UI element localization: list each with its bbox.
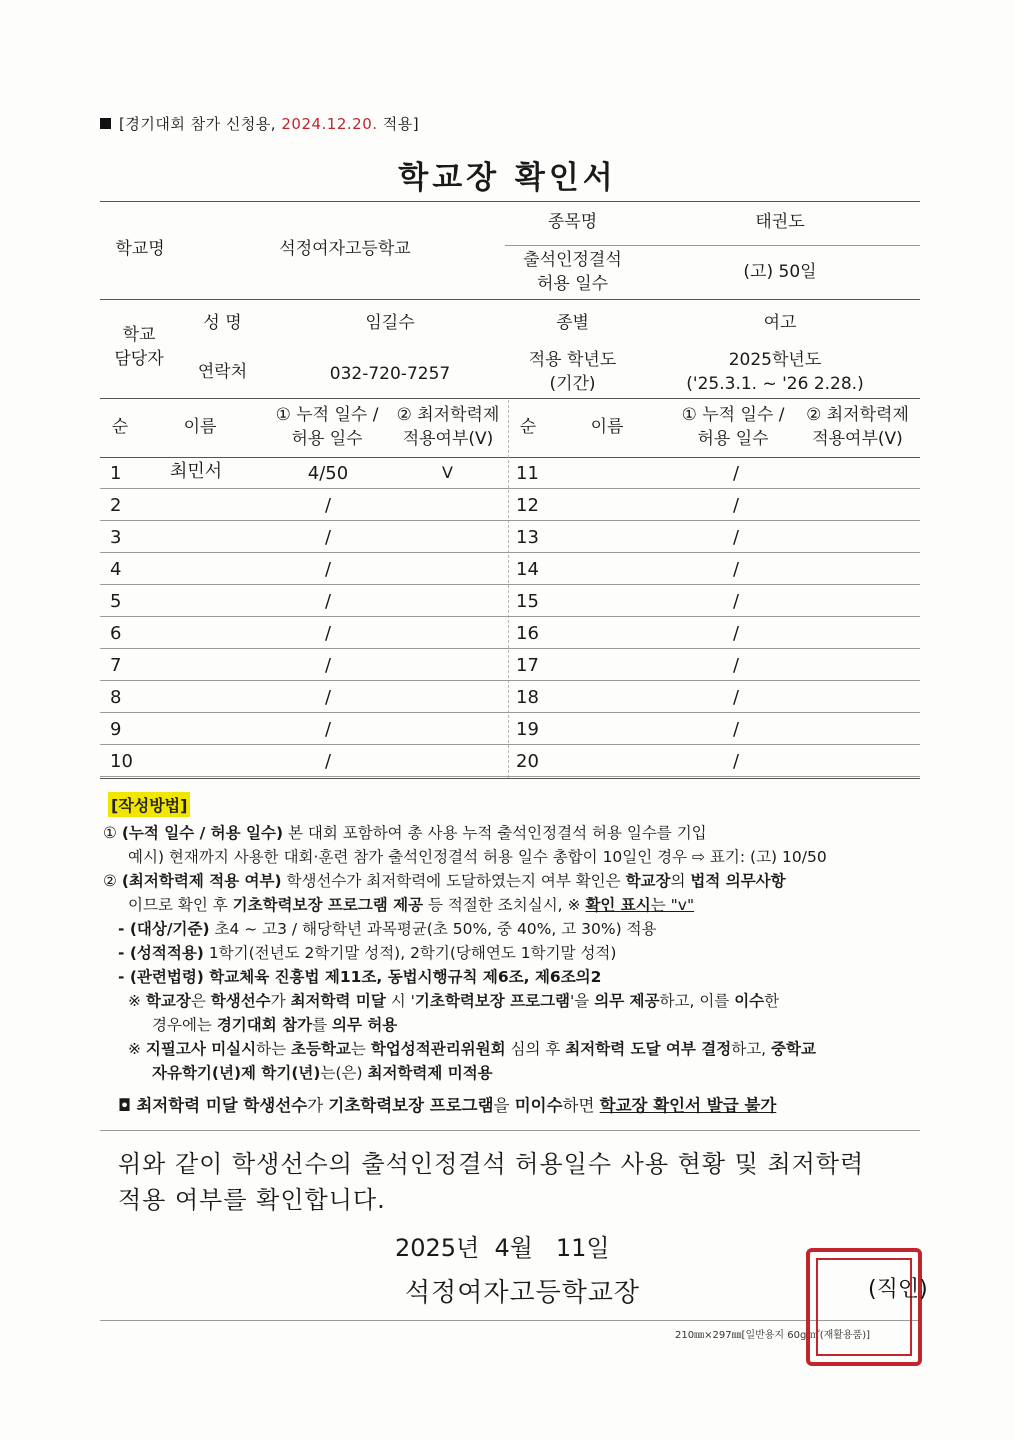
cumulative-days: / xyxy=(324,687,332,708)
section-rule xyxy=(100,1130,920,1131)
col-days-left-2: 허용 일수 xyxy=(291,429,363,449)
row-rule xyxy=(100,680,920,681)
row-number: 1 xyxy=(110,463,122,484)
header-note xyxy=(100,113,419,134)
row-rule xyxy=(100,488,920,489)
contact-label: 연락처 xyxy=(197,362,248,382)
row-number: 2 xyxy=(110,495,122,516)
manager-label-1: 학교 xyxy=(122,325,156,345)
confirmation-statement xyxy=(118,1146,864,1218)
allow-value: (고) 50일 xyxy=(743,262,817,282)
cumulative-days: / xyxy=(324,655,332,676)
manager-label-2: 담당자 xyxy=(114,349,164,369)
instructions-heading: [작성방법] xyxy=(108,792,190,817)
cumulative-days: 4/50 xyxy=(307,463,349,484)
cumulative-days: / xyxy=(732,591,740,612)
col-days-right-2: 허용 일수 xyxy=(697,429,769,449)
row-number: 4 xyxy=(110,559,122,580)
manager-contact: 032-720-7257 xyxy=(329,364,451,384)
row-rule xyxy=(100,552,920,553)
cumulative-days: / xyxy=(732,495,740,516)
info-rule xyxy=(505,245,920,246)
cumulative-days: / xyxy=(732,687,740,708)
instruction-line: 자유학기(년)제 학기(년)는(은) 최저학력제 미적용 xyxy=(152,1064,493,1082)
cumulative-days: / xyxy=(324,559,332,580)
row-number: 17 xyxy=(516,655,539,676)
instruction-line: - (대상/기준) 초4 ~ 고3 / 해당학년 과목평균(초 50%, 중 40%, 고 30%) 적용 xyxy=(118,920,657,938)
document-title: 학교장 확인서 xyxy=(398,160,617,196)
year-label-1: 적용 학년도 xyxy=(528,350,617,370)
instruction-line: 경우에는 경기대회 참가를 의무 허용 xyxy=(152,1016,398,1034)
instruction-line: 예시) 현재까지 사용한 대회·훈련 참가 출석인정결석 허용 일수 총합이 10일인 경우 ⇨ 표기: (고) 10/50 xyxy=(128,848,827,866)
cumulative-days: / xyxy=(324,623,332,644)
square-bullet-icon xyxy=(100,118,111,129)
cumulative-days: / xyxy=(732,559,740,580)
type-label: 종별 xyxy=(556,313,589,333)
type-value: 여고 xyxy=(763,313,797,333)
instruction-line: - (관련법령) 학교체육 진흥법 제11조, 동법시행규칙 제6조, 제6조의2 xyxy=(118,968,602,986)
allow-label-2: 허용 일수 xyxy=(536,274,609,294)
col-min-right-1: ② 최저학력제 xyxy=(806,405,909,425)
cumulative-days: / xyxy=(324,719,332,740)
confirm-line-2: 적용 여부를 확인합니다. xyxy=(118,1186,386,1214)
year-label-2: (기간) xyxy=(549,374,596,394)
row-number: 5 xyxy=(110,591,122,612)
row-number: 15 xyxy=(516,591,539,612)
col-name-left: 이름 xyxy=(183,417,217,437)
row-number: 11 xyxy=(516,463,539,484)
cumulative-days: / xyxy=(732,527,740,548)
table-bottom-rule xyxy=(100,778,920,779)
cumulative-days: / xyxy=(732,719,740,740)
cumulative-days: / xyxy=(732,655,740,676)
table-header-rule xyxy=(100,457,920,458)
row-number: 20 xyxy=(516,751,539,772)
instruction-line: ① (누적 일수 / 허용 일수) 본 대회 포함하여 총 사용 누적 출석인정결석 허용 일수를 기입 xyxy=(103,824,707,842)
school-label: 학교명 xyxy=(115,239,165,259)
paper-spec: 210㎜×297㎜[일반용지 60g/㎡(재활용품)] xyxy=(675,1330,871,1341)
cumulative-days: / xyxy=(324,495,332,516)
instruction-line: ※ 지필고사 미실시하는 초등학교는 학업성적관리위원회 심의 후 최저학력 도달 여부 결정하고, 중학교 xyxy=(128,1040,816,1058)
row-number: 16 xyxy=(516,623,539,644)
col-no-left: 순 xyxy=(111,417,129,437)
col-days-right-1: ① 누적 일수 / xyxy=(681,405,785,425)
info-rule xyxy=(100,398,920,399)
table-center-divider xyxy=(508,400,509,778)
col-name-right: 이름 xyxy=(590,417,624,437)
issue-date: 2025년 4월 11일 xyxy=(395,1234,610,1262)
row-number: 8 xyxy=(110,687,122,708)
row-number: 7 xyxy=(110,655,122,676)
header-note-date: 2024.12.20. xyxy=(281,115,378,133)
col-no-right: 순 xyxy=(519,417,537,437)
cumulative-days: / xyxy=(732,623,740,644)
col-days-left-1: ① 누적 일수 / xyxy=(275,405,379,425)
sport-label: 종목명 xyxy=(547,212,598,232)
cumulative-days: / xyxy=(732,463,740,484)
school-name: 석정여자고등학교 xyxy=(279,239,411,259)
row-number: 9 xyxy=(110,719,122,740)
col-min-left-1: ② 최저학력제 xyxy=(396,405,500,425)
row-rule xyxy=(100,616,920,617)
name-label: 성 명 xyxy=(203,313,242,333)
cumulative-days: / xyxy=(732,751,740,772)
student-name: 최민서 xyxy=(170,461,223,482)
row-rule xyxy=(100,744,920,745)
instruction-warning: ◘ 최저학력 미달 학생선수가 기초학력보장 프로그램을 미이수하면 학교장 확인서 발급 불가 xyxy=(118,1096,777,1115)
row-rule xyxy=(100,648,920,649)
row-number: 19 xyxy=(516,719,539,740)
col-min-left-2: 적용여부(V) xyxy=(402,429,494,449)
cumulative-days: / xyxy=(324,591,332,612)
instruction-line: ② (최저학력제 적용 여부) 학생선수가 최저학력에 도달하였는지 여부 확인은 학교장의 법적 의무사항 xyxy=(103,872,786,890)
year-value-1: 2025학년도 xyxy=(728,350,822,370)
col-min-right-2: 적용여부(V) xyxy=(812,429,903,449)
row-number: 14 xyxy=(516,559,539,580)
instruction-line: ※ 학교장은 학생선수가 최저학력 미달 시 '기초학력보장 프로그램'을 의무 제공하고, 이를 이수한 xyxy=(128,992,780,1010)
row-rule xyxy=(100,776,920,777)
principal-title: 석정여자고등학교장 xyxy=(405,1278,641,1308)
footer-rule xyxy=(100,1320,920,1321)
info-rule xyxy=(100,299,920,300)
allow-label-1: 출석인정결석 xyxy=(523,250,622,270)
row-number: 3 xyxy=(110,527,122,548)
row-rule xyxy=(100,712,920,713)
row-rule xyxy=(100,584,920,585)
year-value-2: ('25.3.1. ~ '26 2.28.) xyxy=(686,374,864,394)
cumulative-days: / xyxy=(324,751,332,772)
min-academic-check: V xyxy=(442,463,453,482)
row-number: 12 xyxy=(516,495,539,516)
seal-label: (직인) xyxy=(868,1277,928,1302)
table-top-rule xyxy=(100,201,920,202)
row-rule xyxy=(100,520,920,521)
official-seal-icon xyxy=(806,1248,922,1366)
row-number: 10 xyxy=(110,751,133,772)
header-note-suffix: 적용] xyxy=(382,115,420,133)
cumulative-days: / xyxy=(324,527,332,548)
manager-name: 임길수 xyxy=(365,313,415,333)
row-number: 18 xyxy=(516,687,539,708)
row-number: 13 xyxy=(516,527,539,548)
header-note-prefix: [경기대회 참가 신청용, xyxy=(119,115,277,133)
confirm-line-1: 위와 같이 학생선수의 출석인정결석 허용일수 사용 현황 및 최저학력 xyxy=(118,1150,865,1178)
sport-value: 태권도 xyxy=(755,212,805,232)
row-number: 6 xyxy=(110,623,122,644)
instruction-line: - (성적적용) 1학기(전년도 2학기말 성적), 2학기(당해연도 1학기말 성적) xyxy=(118,944,617,962)
instruction-line: 이므로 확인 후 기초학력보장 프로그램 제공 등 적절한 조치실시, ※ 확인 표시는 "v" xyxy=(128,896,695,914)
